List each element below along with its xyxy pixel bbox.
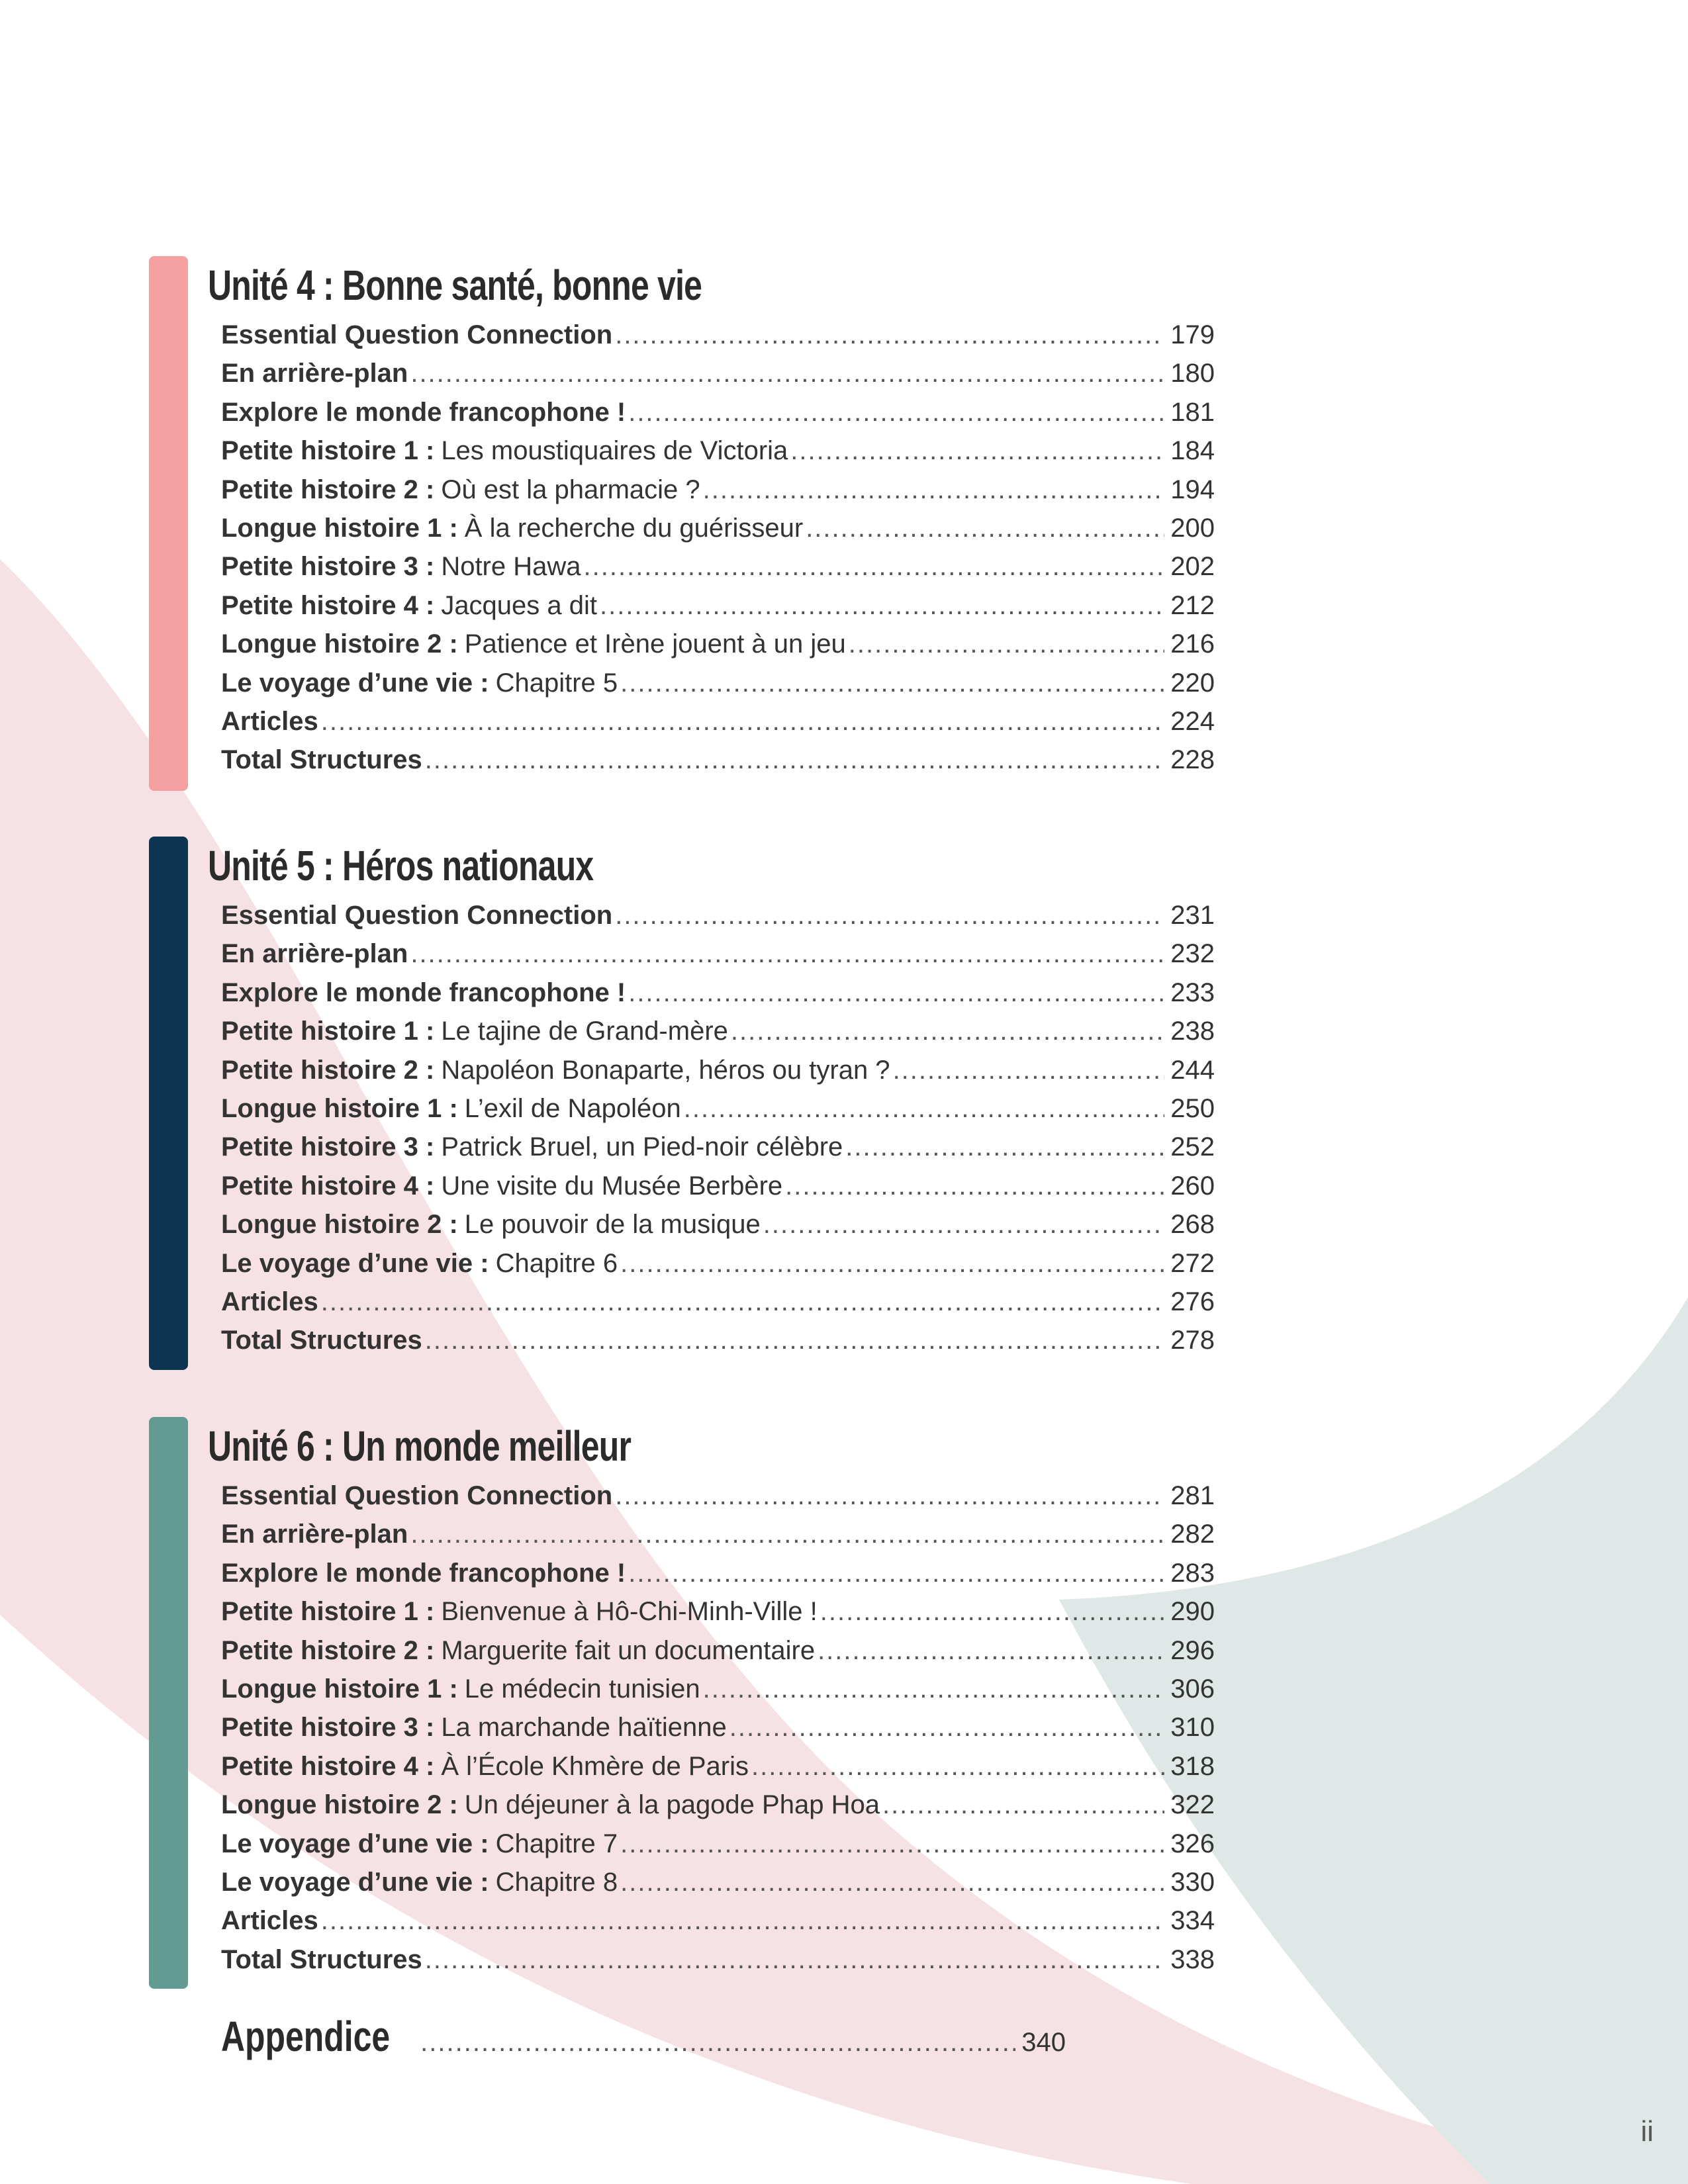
page-number: 231 — [1170, 901, 1215, 930]
toc-entry[interactable] — [221, 1477, 1215, 1515]
dot-leader — [882, 1786, 1164, 1824]
toc-entry[interactable] — [221, 896, 1215, 934]
entry-title: Le tajine de Grand-mère — [441, 1017, 728, 1046]
toc-entry[interactable] — [221, 471, 1215, 509]
page-folio: ii — [1640, 2115, 1654, 2148]
page-number: 290 — [1170, 1597, 1215, 1627]
unit-color-bar — [149, 256, 188, 791]
unit-title: Unité 6 : Un monde meilleur — [208, 1422, 632, 1470]
entry-label: Petite histoire 1 : — [221, 436, 435, 466]
entry-label: Longue histoire 2 : — [221, 1210, 458, 1240]
dot-leader — [790, 432, 1164, 470]
toc-entry-appendix[interactable] — [221, 2012, 1066, 2071]
page-number: 244 — [1170, 1055, 1215, 1085]
page-number: 322 — [1170, 1790, 1215, 1820]
dot-leader — [410, 1515, 1164, 1553]
dot-leader — [785, 1167, 1164, 1205]
toc-entry[interactable] — [221, 586, 1215, 625]
toc-entry[interactable] — [221, 1786, 1215, 1824]
toc-entry[interactable] — [221, 1244, 1215, 1283]
dot-leader — [703, 1670, 1164, 1708]
dot-leader — [425, 741, 1164, 779]
page-number: 318 — [1170, 1751, 1215, 1781]
entry-label: En arrière-plan — [221, 939, 408, 969]
entry-label: Petite histoire 3 : — [221, 1132, 435, 1162]
dot-leader — [729, 1708, 1164, 1747]
dot-leader — [620, 1825, 1164, 1863]
page-number: 296 — [1170, 1635, 1215, 1665]
dot-leader — [806, 509, 1164, 547]
entry-label: Petite histoire 2 : — [221, 475, 435, 504]
toc-entry[interactable] — [221, 1554, 1215, 1592]
entry-label: Total Structures — [221, 745, 422, 775]
entry-label: Le voyage d’une vie : — [221, 1867, 489, 1897]
toc-entry[interactable] — [221, 702, 1215, 741]
entry-label: En arrière-plan — [221, 1520, 408, 1549]
dot-leader — [845, 1128, 1164, 1166]
dot-leader — [321, 1901, 1164, 1940]
entry-label: Petite histoire 4 : — [221, 1171, 435, 1201]
page-number: 272 — [1170, 1248, 1215, 1278]
entry-title: Notre Hawa — [441, 552, 581, 582]
entry-label: Petite histoire 4 : — [221, 1751, 435, 1781]
dot-leader — [615, 316, 1164, 354]
entry-title: Chapitre 8 — [495, 1867, 618, 1897]
entry-label: Explore le monde francophone ! — [221, 978, 626, 1007]
page-number: 250 — [1170, 1093, 1215, 1123]
toc-entry[interactable] — [221, 547, 1215, 586]
toc-entry[interactable] — [221, 741, 1215, 779]
entry-title: Où est la pharmacie ? — [441, 475, 700, 504]
page-number: 179 — [1170, 320, 1215, 349]
entry-title: Une visite du Musée Berbère — [441, 1171, 783, 1201]
dot-leader — [420, 2028, 1015, 2058]
page-number: 224 — [1170, 706, 1215, 736]
page-number: 200 — [1170, 513, 1215, 543]
page-number: 330 — [1170, 1867, 1215, 1897]
entry-label: Articles — [221, 1906, 318, 1936]
entry-label: Essential Question Connection — [221, 320, 613, 349]
dot-leader — [321, 702, 1164, 741]
entry-label: Essential Question Connection — [221, 1481, 613, 1510]
dot-leader — [703, 471, 1164, 509]
page-number: 180 — [1170, 359, 1215, 388]
page-number: 282 — [1170, 1520, 1215, 1549]
toc-entry[interactable] — [221, 625, 1215, 663]
page-number: 334 — [1170, 1906, 1215, 1936]
entry-title: L’exil de Napoléon — [464, 1093, 681, 1123]
entry-title: Marguerite fait un documentaire — [441, 1635, 816, 1665]
entry-label: Total Structures — [221, 1944, 422, 1974]
toc-entry[interactable] — [221, 664, 1215, 702]
dot-leader — [893, 1051, 1164, 1089]
page-number: 283 — [1170, 1558, 1215, 1588]
toc-entry[interactable] — [221, 1012, 1215, 1050]
toc-entry[interactable] — [221, 1128, 1215, 1166]
toc-entry[interactable] — [221, 1515, 1215, 1553]
page-number: 228 — [1170, 745, 1215, 775]
page-number: 212 — [1170, 590, 1215, 620]
entry-title: Napoléon Bonaparte, héros ou tyran ? — [441, 1055, 890, 1085]
dot-leader — [615, 896, 1164, 934]
entry-label: Longue histoire 2 : — [221, 629, 458, 659]
entry-label: Explore le monde francophone ! — [221, 397, 626, 427]
dot-leader — [731, 1012, 1164, 1050]
toc-entry[interactable] — [221, 1592, 1215, 1631]
entry-label: Articles — [221, 706, 318, 736]
entry-title: Les moustiquaires de Victoria — [441, 436, 788, 466]
toc-entry[interactable] — [221, 1089, 1215, 1128]
dot-leader — [321, 1283, 1164, 1321]
entry-label: Petite histoire 3 : — [221, 552, 435, 582]
unit-title: Unité 4 : Bonne santé, bonne vie — [208, 261, 702, 309]
entry-title: Le médecin tunisien — [464, 1674, 700, 1704]
entry-title: Patrick Bruel, un Pied-noir célèbre — [441, 1132, 843, 1162]
entry-title: Chapitre 6 — [495, 1248, 618, 1278]
page-number: 184 — [1170, 436, 1215, 466]
unit-color-bar — [149, 837, 188, 1370]
toc-entry[interactable] — [221, 1863, 1215, 1901]
page-number: 268 — [1170, 1210, 1215, 1240]
toc-entry[interactable] — [221, 316, 1215, 354]
toc-entry[interactable] — [221, 393, 1215, 432]
dot-leader — [628, 1554, 1164, 1592]
toc-entry[interactable] — [221, 1901, 1215, 1940]
page-number: 252 — [1170, 1132, 1215, 1162]
entry-label: Le voyage d’une vie : — [221, 1829, 489, 1858]
dot-leader — [763, 1205, 1164, 1244]
entry-title: La marchande haïtienne — [441, 1713, 727, 1743]
toc-entry[interactable] — [221, 1670, 1215, 1708]
dot-leader — [620, 1863, 1164, 1901]
entry-label: Petite histoire 1 : — [221, 1017, 435, 1046]
page-number: 220 — [1170, 668, 1215, 698]
entry-title: Bienvenue à Hô-Chi-Minh-Ville ! — [441, 1597, 818, 1627]
toc-entry[interactable] — [221, 1747, 1215, 1786]
entry-title: À l’École Khmère de Paris — [441, 1751, 749, 1781]
page-number: 306 — [1170, 1674, 1215, 1704]
dot-leader — [425, 1321, 1164, 1359]
dot-leader — [410, 934, 1164, 973]
toc-entry[interactable] — [221, 1825, 1215, 1863]
entry-title: Chapitre 7 — [495, 1829, 618, 1858]
dot-leader — [410, 354, 1164, 392]
page-number: 340 — [1021, 2028, 1066, 2057]
entry-label: Longue histoire 1 : — [221, 1093, 458, 1123]
toc-entry[interactable] — [221, 432, 1215, 470]
entry-label: Petite histoire 2 : — [221, 1055, 435, 1085]
dot-leader — [820, 1592, 1164, 1631]
entry-label: En arrière-plan — [221, 359, 408, 388]
page-number: 326 — [1170, 1829, 1215, 1858]
toc-entry[interactable] — [221, 354, 1215, 392]
page-number: 276 — [1170, 1287, 1215, 1316]
toc-entry[interactable] — [221, 1631, 1215, 1670]
toc-entry[interactable] — [221, 1708, 1215, 1747]
page-number: 278 — [1170, 1326, 1215, 1355]
entry-title: Patience et Irène jouent à un jeu — [464, 629, 846, 659]
entry-title: Le pouvoir de la musique — [464, 1210, 761, 1240]
dot-leader — [584, 547, 1164, 586]
entry-label: Le voyage d’une vie : — [221, 668, 489, 698]
dot-leader — [628, 393, 1164, 432]
entry-title: À la recherche du guérisseur — [464, 513, 804, 543]
dot-leader — [628, 974, 1164, 1012]
toc-entry[interactable] — [221, 1051, 1215, 1089]
dot-leader — [751, 1747, 1164, 1786]
toc-entry[interactable] — [221, 1205, 1215, 1244]
toc-list — [221, 316, 1215, 780]
unit-title: Unité 5 : Héros nationaux — [208, 842, 594, 889]
entry-label: Petite histoire 3 : — [221, 1713, 435, 1743]
toc-entry[interactable] — [221, 509, 1215, 547]
entry-label: Total Structures — [221, 1326, 422, 1355]
toc-list — [221, 896, 1215, 1360]
entry-title: Jacques a dit — [441, 590, 598, 620]
page-number: 260 — [1170, 1171, 1215, 1201]
page-number: 310 — [1170, 1713, 1215, 1743]
page-number: 194 — [1170, 475, 1215, 504]
page-number: 202 — [1170, 552, 1215, 582]
page-number: 281 — [1170, 1481, 1215, 1510]
entry-label: Petite histoire 2 : — [221, 1635, 435, 1665]
entry-label: Longue histoire 1 : — [221, 1674, 458, 1704]
entry-title: Un déjeuner à la pagode Phap Hoa — [464, 1790, 880, 1820]
dot-leader — [620, 1244, 1164, 1283]
entry-label: Longue histoire 1 : — [221, 513, 458, 543]
entry-label: Essential Question Connection — [221, 901, 613, 930]
appendix-title: Appendice — [221, 2013, 391, 2060]
page-number: 181 — [1170, 397, 1215, 427]
entry-label: Explore le monde francophone ! — [221, 1558, 626, 1588]
unit-5 — [149, 837, 1215, 1370]
entry-title: Chapitre 5 — [495, 668, 618, 698]
entry-label: Longue histoire 2 : — [221, 1790, 458, 1820]
entry-label: Le voyage d’une vie : — [221, 1248, 489, 1278]
toc-entry[interactable] — [221, 1321, 1215, 1359]
entry-label: Petite histoire 1 : — [221, 1597, 435, 1627]
entry-label: Petite histoire 4 : — [221, 590, 435, 620]
dot-leader — [620, 664, 1164, 702]
toc-entry[interactable] — [221, 1283, 1215, 1321]
page-number: 233 — [1170, 978, 1215, 1007]
entry-label: Articles — [221, 1287, 318, 1316]
unit-6 — [149, 1417, 1215, 1989]
dot-leader — [615, 1477, 1164, 1515]
toc-entry[interactable] — [221, 1940, 1215, 1979]
dot-leader — [600, 586, 1164, 625]
page-number: 216 — [1170, 629, 1215, 659]
page-number: 232 — [1170, 939, 1215, 969]
dot-leader — [818, 1631, 1164, 1670]
unit-color-bar — [149, 1417, 188, 1989]
dot-leader — [425, 1940, 1164, 1979]
toc-entry[interactable] — [221, 934, 1215, 973]
page-number: 338 — [1170, 1944, 1215, 1974]
toc-entry[interactable] — [221, 974, 1215, 1012]
dot-leader — [849, 625, 1164, 663]
page-number: 238 — [1170, 1017, 1215, 1046]
toc-entry[interactable] — [221, 1167, 1215, 1205]
unit-4 — [149, 256, 1215, 791]
toc-list — [221, 1477, 1215, 1979]
dot-leader — [684, 1089, 1164, 1128]
